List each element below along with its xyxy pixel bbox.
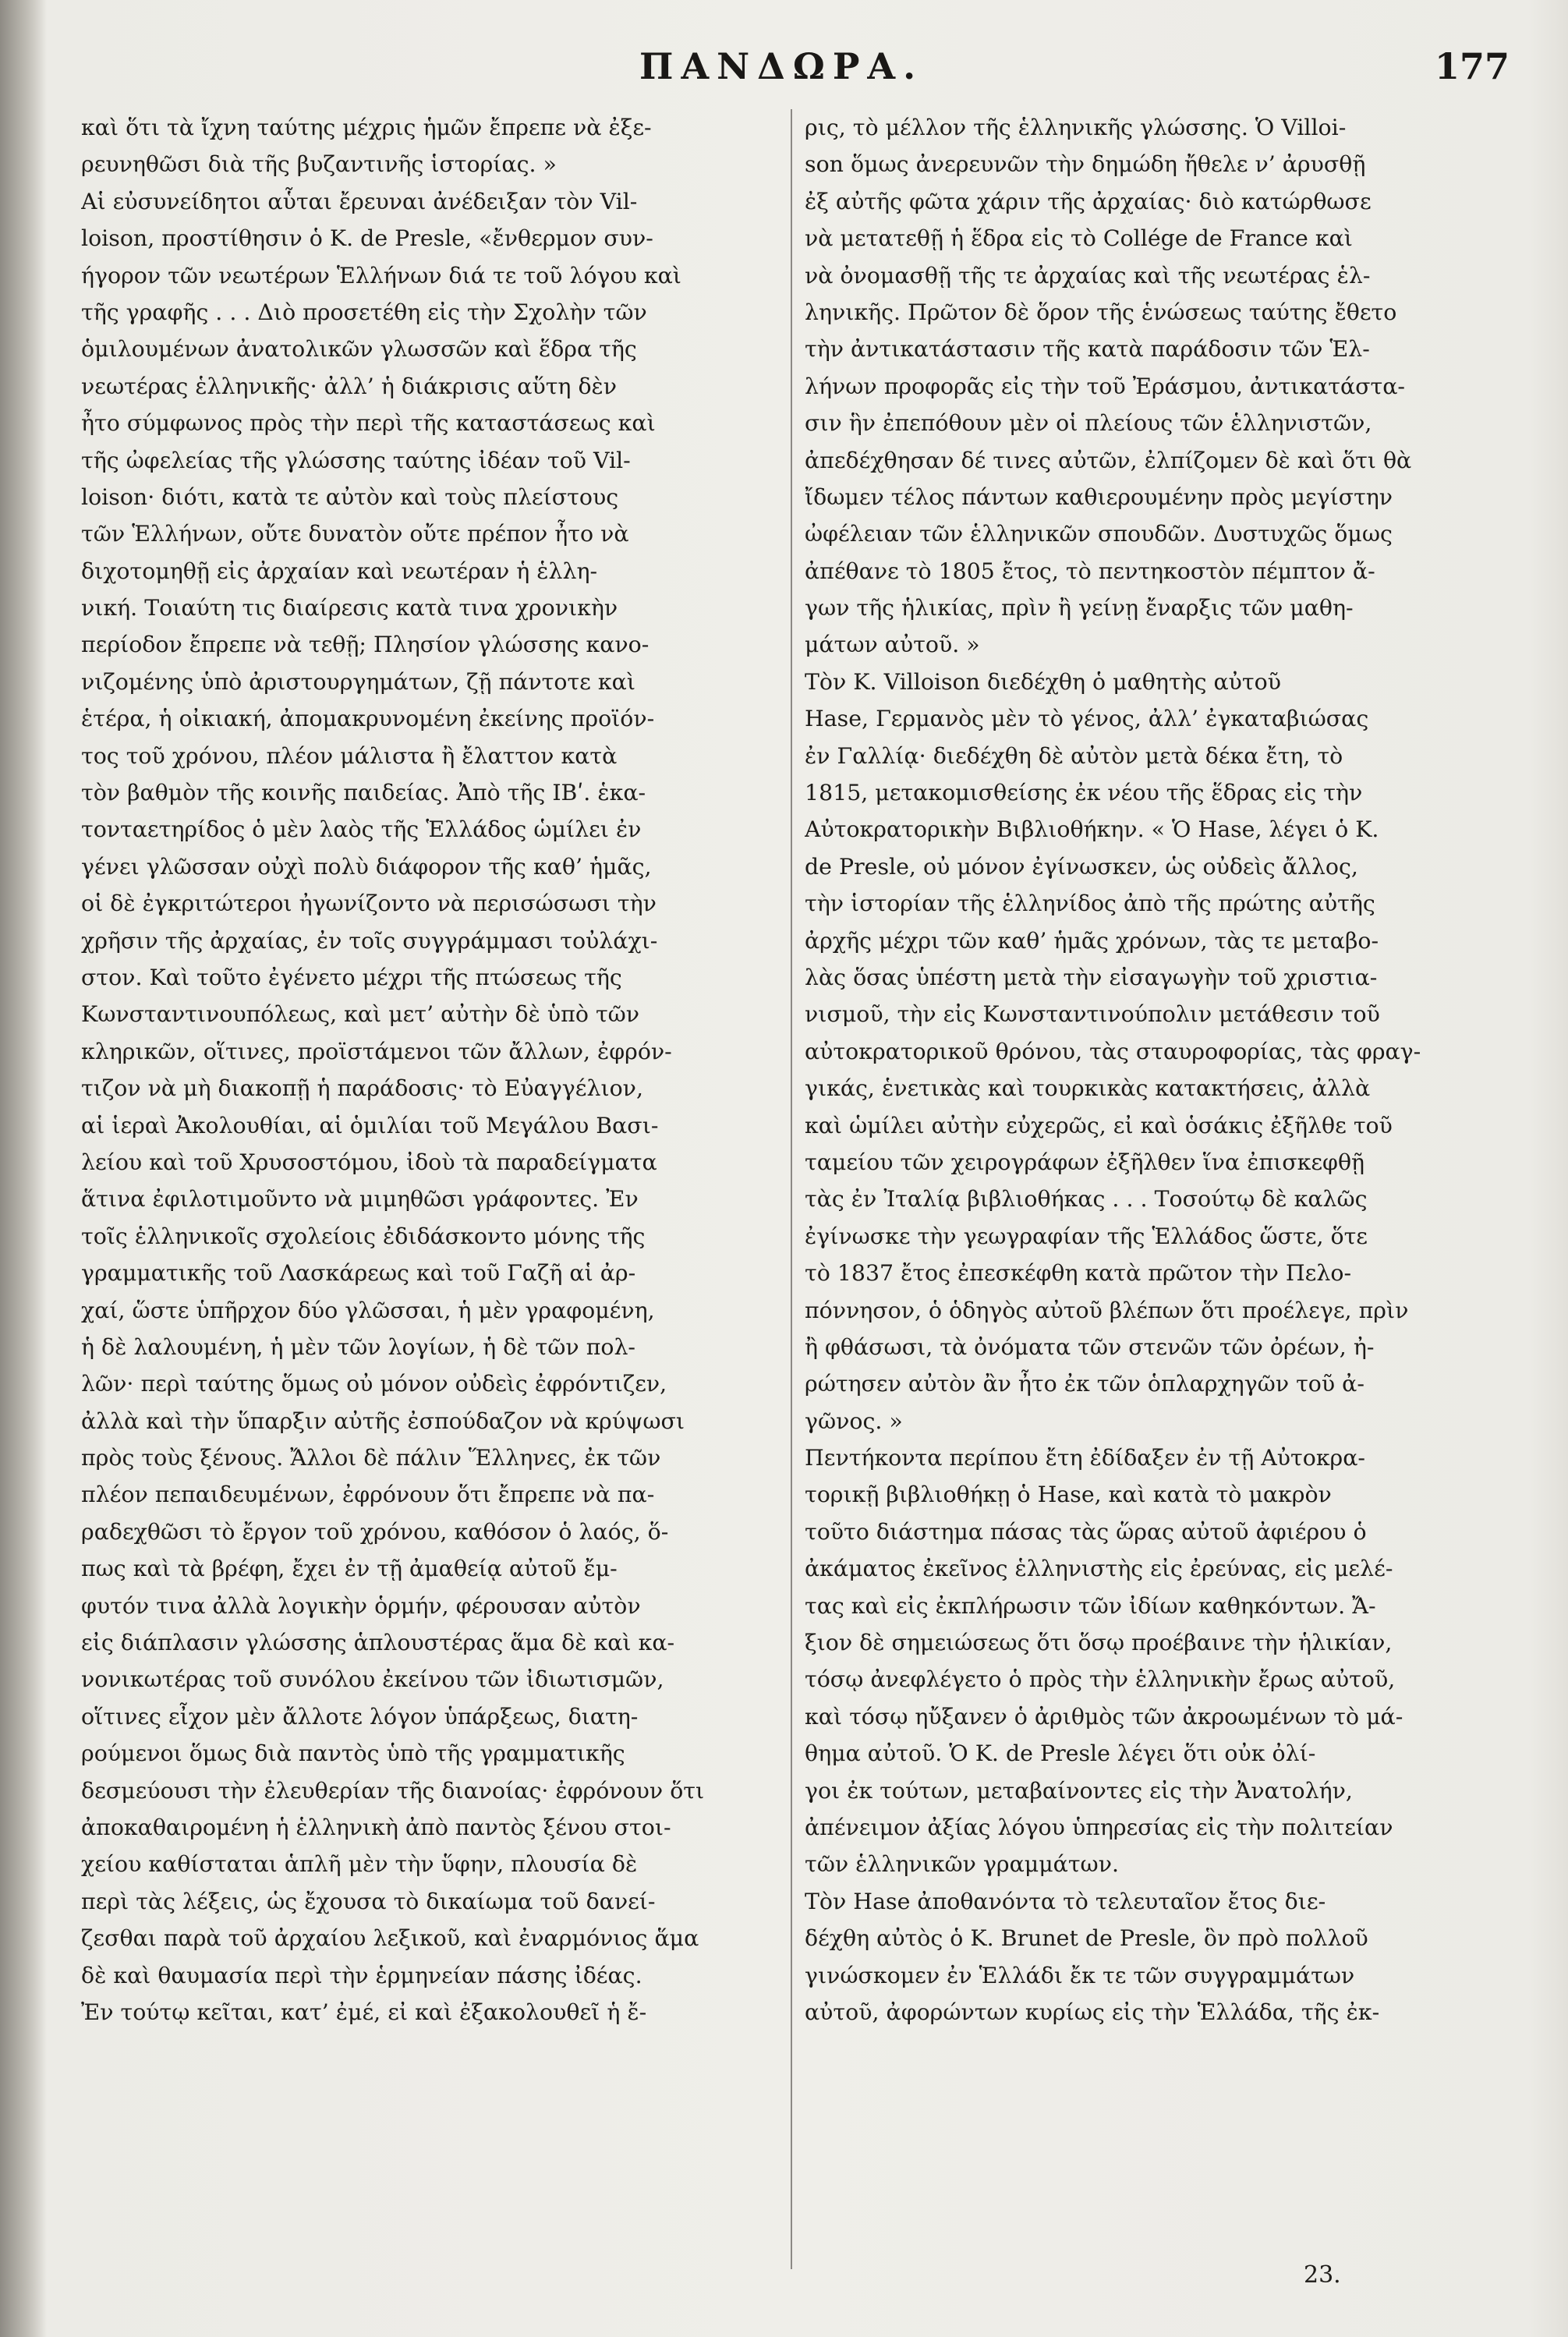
left-text-column <box>81 109 775 2031</box>
text-line: ἀκάματος ἐκεῖνος ἑλληνιστὴς εἰς ἐρεύνας, εἰς μελέ- <box>805 1556 1393 1582</box>
text-line: 1815, μετακομισθείσης ἐκ νέου τῆς ἕδρας εἰς τὴν <box>805 780 1363 806</box>
text-line: Κωνσταντινουπόλεως, καὶ μετ’ αὐτὴν δὲ ὑπὸ τῶν <box>81 1001 640 1028</box>
text-line: νεωτέρας ἑλληνικῆς· ἀλλ’ ἡ διάκρισις αὕτη δὲν <box>81 373 618 399</box>
text-line: τονταετηρίδος ὁ μὲν λαὸς τῆς Ἑλλάδος ὡμίλει ἐν <box>81 816 642 843</box>
text-line: ἐν Γαλλίᾳ· διεδέχθη δὲ αὐτὸν μετὰ δέκα ἔτη, τὸ <box>805 742 1343 769</box>
book-binding-shadow <box>0 0 47 2337</box>
text-line: ρευνηθῶσι διὰ τῆς βυζαντινῆς ἱστορίας. » <box>81 151 557 178</box>
text-line: ταμείου τῶν χειρογράφων ἐξῆλθεν ἵνα ἐπισκεφθῇ <box>805 1149 1365 1175</box>
text-line: ρις, τὸ μέλλον τῆς ἑλληνικῆς γλώσσης. Ὁ Villoi- <box>805 115 1347 140</box>
text-line: οἱ δὲ ἐγκριτώτεροι ἠγωνίζοντο νὰ περισώσωσι τὴν <box>81 891 657 917</box>
text-line: ρώτησεν αὐτὸν ἂν ἦτο ἐκ τῶν ὁπλαρχηγῶν τοῦ ἀ- <box>805 1371 1364 1397</box>
text-line: ἀπέθανε τὸ 1805 ἔτος, τὸ πεντηκοστὸν πέμπτον ἄ- <box>805 558 1375 584</box>
text-line: ἀρχῆς μέχρι τῶν καθ’ ἡμᾶς χρόνων, τὰς τε μεταβο- <box>805 927 1379 954</box>
text-line: τὴν ἀντικατάστασιν τῆς κατὰ παράδοσιν τῶν Ἑλ- <box>805 336 1370 363</box>
text-line: loison· διότι, κατὰ τε αὐτὸν καὶ τοὺς πλείστους <box>81 483 619 510</box>
text-line: ἑτέρα, ἡ οἰκιακή, ἀπομακρυνομένη ἐκείνης προϊόν- <box>81 706 655 732</box>
text-line: χαί, ὥστε ὑπῆρχον δύο γλῶσσαι, ἡ μὲν γραφομένη, <box>81 1297 655 1323</box>
text-line: νὰ μετατεθῇ ἡ ἕδρα εἰς τὸ Collége de France καὶ <box>805 225 1353 252</box>
text-line: de Presle, οὐ μόνον ἐγίνωσκεν, ὡς οὐδεὶς ἄλλος, <box>805 853 1358 880</box>
text-line: son ὅμως ἀνερευνῶν τὴν δημώδη ἤθελε ν’ ἀρυσθῇ <box>805 151 1366 178</box>
text-line: τας καὶ εἰς ἐκπλήρωσιν τῶν ἰδίων καθηκόντων. Ἄ- <box>805 1592 1376 1619</box>
text-line: νιζομένης ὑπὸ ἀριστουργημάτων, ζῇ πάντοτε καὶ <box>81 668 635 695</box>
text-line: γένει γλῶσσαν οὐχὶ πολὺ διάφορον τῆς καθ’ ἡμᾶς, <box>81 853 652 880</box>
text-line: δέχθη αὐτὸς ὁ Κ. Brunet de Presle, ὃν πρὸ πολλοῦ <box>805 1925 1368 1952</box>
text-line: νὰ ὀνομασθῇ τῆς τε ἀρχαίας καὶ τῆς νεωτέρας ἑλ- <box>805 262 1371 289</box>
text-line: Αὐτοκρατορικὴν Βιβλιοθήκην. « Ὁ Hase, λέγει ὁ Κ. <box>805 816 1379 843</box>
text-line: ὁμιλουμένων ἀνατολικῶν γλωσσῶν καὶ ἕδρα τῆς <box>81 336 637 363</box>
text-line: ἦτο σύμφωνος πρὸς τὴν περὶ τῆς καταστάσεως καὶ <box>81 410 656 437</box>
printer-signature-mark: 23. <box>1304 2261 1341 2289</box>
text-line: Αἱ εὐσυνείδητοι αὗται ἔρευναι ἀνέδειξαν τὸν Vil- <box>81 188 638 214</box>
text-line: δὲ καὶ θαυμασία περὶ τὴν ἑρμηνείαν πάσης ἰδέας. <box>81 1962 642 1988</box>
text-line: ἐξ αὐτῆς φῶτα χάριν τῆς ἀρχαίας· διὸ κατώρθωσε <box>805 188 1372 214</box>
text-line: τὸ 1837 ἔτος ἐπεσκέφθη κατὰ πρῶτον τὴν Πελο- <box>805 1260 1352 1287</box>
text-line: ἡ δὲ λαλουμένη, ἡ μὲν τῶν λογίων, ἡ δὲ τῶν πολ- <box>81 1333 636 1360</box>
text-line: τοῖς ἑλληνικοῖς σχολείοις ἐδιδάσκοντο μόνης τῆς <box>81 1223 646 1249</box>
text-line: ἅτινα ἐφιλοτιμοῦντο νὰ μιμηθῶσι γράφοντες. Ἐν <box>81 1186 639 1213</box>
text-line: Πεντήκοντα περίπου ἔτη ἐδίδαξεν ἐν τῇ Αὐτοκρα- <box>805 1445 1366 1471</box>
text-line: φυτόν τινα ἀλλὰ λογικὴν ὁρμήν, φέρουσαν αὐτὸν <box>81 1592 641 1619</box>
text-line: τὸν βαθμὸν τῆς κοινῆς παιδείας. Ἀπὸ τῆς ΙΒʹ. ἑκα- <box>81 780 646 806</box>
text-line: νονικωτέρας τοῦ συνόλου ἐκείνου τῶν ἰδιωτισμῶν, <box>81 1666 664 1693</box>
text-line: χείου καθίσταται ἁπλῆ μὲν τὴν ὕφην, πλουσία δὲ <box>81 1851 638 1878</box>
text-line: μάτων αὐτοῦ. » <box>805 632 980 658</box>
text-line: τὰς ἐν Ἰταλίᾳ βιβλιοθήκας . . . Τοσούτῳ δὲ καλῶς <box>805 1186 1368 1213</box>
text-line: πόννησον, ὁ ὁδηγὸς αὐτοῦ βλέπων ὅτι προέλεγε, πρὶν <box>805 1297 1409 1323</box>
text-line: ἀλλὰ καὶ τὴν ὕπαρξιν αὐτῆς ἐσπούδαζον νὰ κρύψωσι <box>81 1408 685 1434</box>
text-line: τιζον νὰ μὴ διακοπῇ ἡ παράδοσις· τὸ Εὐαγγέλιον, <box>81 1075 643 1102</box>
text-line: γραμματικῆς τοῦ Λασκάρεως καὶ τοῦ Γαζῆ αἱ ἀρ- <box>81 1260 636 1287</box>
text-line: καὶ ὡμίλει αὐτὴν εὐχερῶς, εἰ καὶ ὁσάκις ἐξῆλθε τοῦ <box>805 1112 1393 1138</box>
text-line: ἀπένειμον ἀξίας λόγου ὑπηρεσίας εἰς τὴν πολιτείαν <box>805 1814 1393 1840</box>
text-line: νισμοῦ, τὴν εἰς Κωνσταντινούπολιν μετάθεσιν τοῦ <box>805 1001 1380 1028</box>
text-line: ἢ φθάσωσι, τὰ ὀνόματα τῶν στενῶν τῶν ὀρέων, ἠ- <box>805 1333 1375 1360</box>
text-line: loison, προστίθησιν ὁ Κ. de Presle, «ἔνθερμον συν- <box>81 225 653 252</box>
right-text-column <box>805 109 1495 2031</box>
text-line: τῆς γραφῆς . . . Διὸ προσετέθη εἰς τὴν Σχολὴν τῶν <box>81 299 647 325</box>
text-line: τῆς ὠφελείας τῆς γλώσσης ταύτης ἰδέαν τοῦ Vil- <box>81 447 631 473</box>
text-line: εἰς διάπλασιν γλώσσης ἁπλουστέρας ἅμα δὲ καὶ κα- <box>81 1630 675 1656</box>
text-line: Τὸν Hase ἀποθανόντα τὸ τελευταῖον ἔτος διε- <box>805 1888 1326 1914</box>
text-line: καὶ τόσῳ ηὔξανεν ὁ ἀριθμὸς τῶν ἀκροωμένων τὸ μά- <box>805 1703 1403 1730</box>
text-line: τῶν ἑλληνικῶν γραμμάτων. <box>805 1851 1119 1878</box>
text-line: λήνων προφορᾶς εἰς τὴν τοῦ Ἐράσμου, ἀντικατάστα- <box>805 373 1405 399</box>
text-line: διχοτομηθῇ εἰς ἀρχαίαν καὶ νεωτέραν ἡ ἑλλη- <box>81 558 598 584</box>
text-line: δεσμεύουσι τὴν ἐλευθερίαν τῆς διανοίας· ἐφρόνουν ὅτι <box>81 1777 705 1804</box>
text-line: Ἐν τούτῳ κεῖται, κατ’ ἐμέ, εἰ καὶ ἐξακολουθεῖ ἡ ἔ- <box>81 1999 647 2025</box>
text-line: αὐτοκρατορικοῦ θρόνου, τὰς σταυροφορίας, τὰς φραγ- <box>805 1038 1421 1064</box>
text-line: Τὸν Κ. Villoison διεδέχθη ὁ μαθητὴς αὐτοῦ <box>805 668 1281 695</box>
text-line: ἀπεδέχθησαν δέ τινες αὐτῶν, ἐλπίζομεν δὲ καὶ ὅτι θὰ <box>805 447 1412 473</box>
text-line: γοι ἐκ τούτων, μεταβαίνοντες εἰς τὴν Ἀνατολήν, <box>805 1777 1353 1804</box>
text-line: αὐτοῦ, ἀφορώντων κυρίως εἰς τὴν Ἑλλάδα, τῆς ἐκ- <box>805 1999 1380 2025</box>
text-line: αἱ ἱεραὶ Ἀκολουθίαι, αἱ ὁμιλίαι τοῦ Μεγάλου Βασι- <box>81 1112 659 1138</box>
text-line: πρὸς τοὺς ξένους. Ἄλλοι δὲ πάλιν Ἕλληνες, ἐκ τῶν <box>81 1445 661 1471</box>
text-line: θημα αὐτοῦ. Ὁ Κ. de Presle λέγει ὅτι οὐκ ὀλί- <box>805 1740 1316 1767</box>
text-line: ζεσθαι παρὰ τοῦ ἀρχαίου λεξικοῦ, καὶ ἐναρμόνιος ἅμα <box>81 1925 699 1952</box>
text-line: ληνικῆς. Πρῶτον δὲ ὅρον τῆς ἑνώσεως ταύτης ἔθετο <box>805 299 1397 325</box>
text-line: πλέον πεπαιδευμένων, ἐφρόνουν ὅτι ἔπρεπε νὰ πα- <box>81 1482 655 1508</box>
text-line: περὶ τὰς λέξεις, ὡς ἔχουσα τὸ δικαίωμα τοῦ δανεί- <box>81 1888 656 1914</box>
text-line: ρούμενοι ὅμως διὰ παντὸς ὑπὸ τῆς γραμματικῆς <box>81 1740 625 1767</box>
text-line: τος τοῦ χρόνου, πλέον μάλιστα ἢ ἔλαττον κατὰ <box>81 742 618 769</box>
text-line: ξιον δὲ σημειώσεως ὅτι ὅσῳ προέβαινε τὴν ἡλικίαν, <box>805 1630 1393 1656</box>
text-line: Hase, Γερμανὸς μὲν τὸ γένος, ἀλλ’ ἐγκαταβιώσας <box>805 706 1369 732</box>
text-line: οἵτινες εἶχον μὲν ἄλλοτε λόγον ὑπάρξεως, διατη- <box>81 1703 639 1730</box>
text-line: ὠφέλειαν τῶν ἑλληνικῶν σπουδῶν. Δυστυχῶς ὅμως <box>805 521 1393 547</box>
page-number: 177 <box>1435 45 1510 87</box>
text-line: γινώσκομεν ἐν Ἑλλάδι ἔκ τε τῶν συγγραμμάτων <box>805 1962 1355 1988</box>
text-line: στον. Καὶ τοῦτο ἐγένετο μέχρι τῆς πτώσεως τῆς <box>81 964 622 990</box>
text-line: ραδεχθῶσι τὸ ἔργον τοῦ χρόνου, καθόσον ὁ λαός, ὅ- <box>81 1518 669 1545</box>
text-line: λείου καὶ τοῦ Χρυσοστόμου, ἰδοὺ τὰ παραδείγματα <box>81 1149 657 1175</box>
text-line: τοῦτο διάστημα πάσας τὰς ὥρας αὐτοῦ ἀφιέρου ὁ <box>805 1518 1367 1545</box>
text-line: κληρικῶν, οἵτινες, προϊστάμενοι τῶν ἄλλων, ἐφρόν- <box>81 1038 672 1064</box>
column-divider <box>791 109 792 2269</box>
text-line: ἀποκαθαιρομένη ἡ ἑλληνικὴ ἀπὸ παντὸς ξένου στοι- <box>81 1814 671 1840</box>
text-line: λῶν· περὶ ταύτης ὅμως οὐ μόνον οὐδεὶς ἐφρόντιζεν, <box>81 1371 667 1397</box>
text-line: σιν ἣν ἐπεπόθουν μὲν οἱ πλείους τῶν ἑλληνιστῶν, <box>805 410 1372 437</box>
text-line: γικάς, ἑνετικὰς καὶ τουρκικὰς κατακτήσεις, ἀλλὰ <box>805 1075 1371 1102</box>
text-line: τορικῇ βιβλιοθήκῃ ὁ Hase, καὶ κατὰ τὸ μακρὸν <box>805 1482 1332 1508</box>
text-line: τὴν ἱστορίαν τῆς ἑλληνίδος ἀπὸ τῆς πρώτης αὐτῆς <box>805 891 1375 917</box>
text-line: λὰς ὅσας ὑπέστη μετὰ τὴν εἰσαγωγὴν τοῦ χριστια- <box>805 964 1378 990</box>
text-line: περίοδον ἔπρεπε νὰ τεθῇ; Πλησίον γλώσσης κανο- <box>81 632 649 658</box>
text-line: τῶν Ἑλλήνων, οὔτε δυνατὸν οὔτε πρέπον ἦτο νὰ <box>81 521 629 547</box>
text-line: γων τῆς ἡλικίας, πρὶν ἢ γείνῃ ἔναρξις τῶν μαθη- <box>805 595 1354 621</box>
text-line: ήγορον τῶν νεωτέρων Ἑλλήνων διά τε τοῦ λόγου καὶ <box>81 262 681 289</box>
text-line: γῶνος. » <box>805 1408 903 1434</box>
text-line: τόσῳ ἀνεφλέγετο ὁ πρὸς τὴν ἑλληνικὴν ἔρως αὐτοῦ, <box>805 1666 1396 1693</box>
text-line: χρῆσιν τῆς ἀρχαίας, ἐν τοῖς συγγράμμασι τοὐλάχι- <box>81 927 658 954</box>
text-line: ἐγίνωσκε τὴν γεωγραφίαν τῆς Ἑλλάδος ὥστε, ὅτε <box>805 1223 1368 1249</box>
text-line: καὶ ὅτι τὰ ἴχνη ταύτης μέχρις ἡμῶν ἔπρεπε νὰ ἐξε- <box>81 115 652 140</box>
text-line: πως καὶ τὰ βρέφη, ἔχει ἐν τῇ ἀμαθείᾳ αὐτοῦ ἔμ- <box>81 1556 618 1582</box>
text-line: νική. Τοιαύτη τις διαίρεσις κατὰ τινα χρονικὴν <box>81 595 618 621</box>
running-head-title: ΠΑΝΔΩΡΑ. <box>639 45 924 87</box>
text-line: ἴδωμεν τέλος πάντων καθιερουμένην πρὸς μεγίστην <box>805 483 1393 510</box>
